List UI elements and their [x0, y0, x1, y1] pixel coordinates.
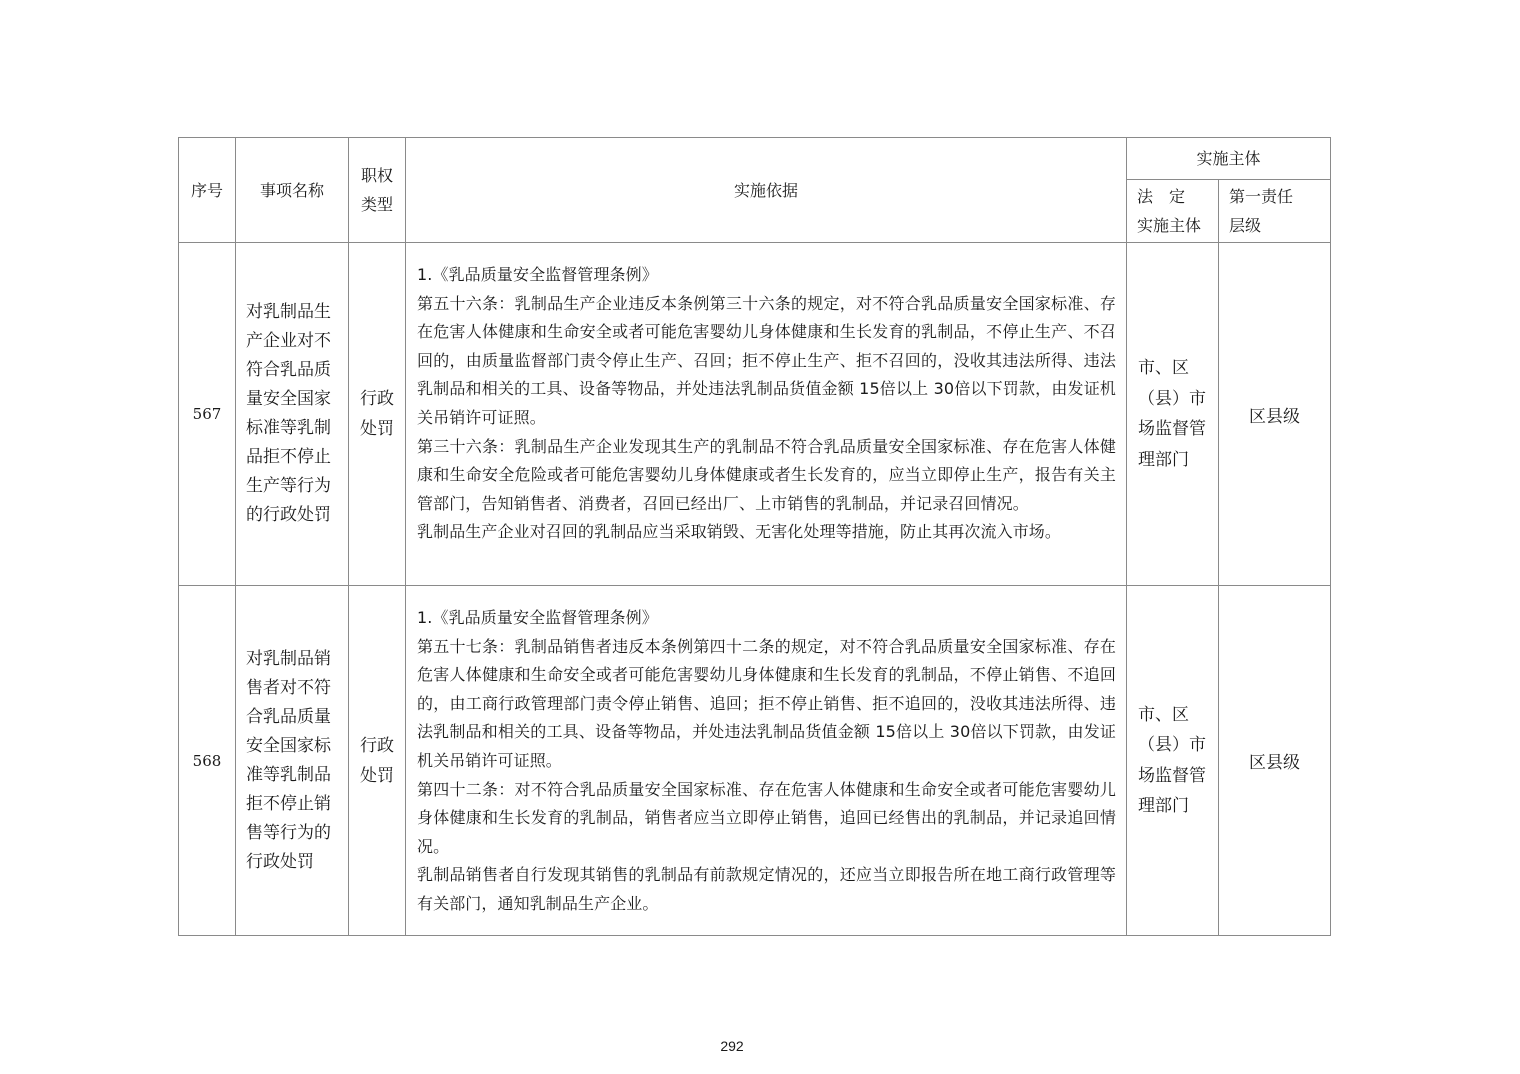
header-power-type-line1: 职权	[360, 166, 393, 185]
header-power-type-line2: 类型	[360, 195, 393, 214]
basis-article: 第三十六条：乳制品生产企业发现其生产的乳制品不符合乳品质量安全国家标准、存在危害人体健康和生命安全危险或者可能危害婴幼儿身体健康或者生长发育的，应当立即停止生产，报告有关主管部门，告知销售者、消费者，召回已经出厂、上市销售的乳制品，并记录召回情况。	[417, 436, 1116, 513]
row-first-level: 区县级	[1219, 586, 1331, 936]
header-first-level	[1219, 180, 1331, 243]
table-row	[179, 586, 1331, 936]
page-number: 292	[720, 1038, 744, 1054]
basis-article: 乳制品生产企业对召回的乳制品应当采取销毁、无害化处理等措施，防止其再次流入市场。	[417, 522, 1062, 542]
row-power-type	[349, 586, 406, 936]
row-power-type-line1: 行政	[360, 389, 394, 409]
row-item-name: 对乳制品销售者对不符合乳品质量安全国家标准等乳制品拒不停止销售等行为的行政处罚	[236, 586, 349, 936]
basis-article: 第五十六条：乳制品生产企业违反本条例第三十六条的规定，对不符合乳品质量安全国家标准、存在危害人体健康和生命安全或者可能危害婴幼儿身体健康和生长发育的乳制品，不停止生产、不召回的，由质量监督部门责令停止生产、召回；拒不停止生产、拒不召回的，没收其违法所得、违法乳制品和相关的工具、设备等物品，并处违法乳制品货值金额 15倍以上 30倍以下罚款，由发证机关吊销许可证照。	[417, 293, 1116, 427]
row-seq: 568	[179, 586, 236, 936]
basis-article: 第五十七条：乳制品销售者违反本条例第四十二条的规定，对不符合乳品质量安全国家标准、存在危害人体健康和生命安全或者可能危害婴幼儿身体健康和生长发育的乳制品，不停止销售、不追回的，由工商行政管理部门责令停止销售、追回；拒不停止销售、拒不追回的，没收其违法所得、违法乳制品和相关的工具、设备等物品，并处违法乳制品货值金额 15倍以上 30倍以下罚款，由发证机关吊销许可证照。	[417, 636, 1116, 770]
row-item-name: 对乳制品生产企业对不符合乳品质量安全国家标准等乳制品拒不停止生产等行为的行政处罚	[236, 243, 349, 586]
basis-law-title: 1.《乳品质量安全监督管理条例》	[417, 608, 658, 627]
header-seq: 序号	[179, 138, 236, 243]
basis-article: 乳制品销售者自行发现其销售的乳制品有前款规定情况的，还应当立即报告所在地工商行政管理等有关部门，通知乳制品生产企业。	[417, 865, 1116, 913]
row-seq: 567	[179, 243, 236, 586]
row-basis	[406, 586, 1127, 936]
header-item-name: 事项名称	[236, 138, 349, 243]
basis-article: 第四十二条：对不符合乳品质量安全国家标准、存在危害人体健康和生命安全或者可能危害婴幼儿身体健康和生长发育的乳制品，销售者应当立即停止销售，追回已经售出的乳制品，并记录追回情况。	[417, 779, 1116, 856]
table-row	[179, 243, 1331, 586]
header-power-type	[349, 138, 406, 243]
row-power-type-line2: 处罚	[360, 419, 394, 439]
header-basis: 实施依据	[406, 138, 1127, 243]
header-legal-implementer-line2: 实施主体	[1137, 216, 1202, 235]
row-power-type-line1: 行政	[360, 735, 394, 756]
row-first-level: 区县级	[1219, 243, 1331, 586]
header-first-level-line2: 层级	[1229, 216, 1262, 235]
row-power-type	[349, 243, 406, 586]
header-legal-implementer-line1: 法 定	[1137, 187, 1186, 206]
row-basis	[406, 243, 1127, 586]
header-implementer: 实施主体	[1127, 138, 1331, 180]
row-legal-implementer: 市、区（县）市场监督管理部门	[1127, 243, 1219, 586]
header-first-level-line1: 第一责任	[1229, 187, 1294, 206]
basis-law-title: 1.《乳品质量安全监督管理条例》	[417, 265, 658, 284]
enforcement-items-table	[178, 137, 1331, 936]
row-power-type-line2: 处罚	[360, 765, 394, 786]
row-legal-implementer: 市、区（县）市场监督管理部门	[1127, 586, 1219, 936]
header-legal-implementer	[1127, 180, 1219, 243]
